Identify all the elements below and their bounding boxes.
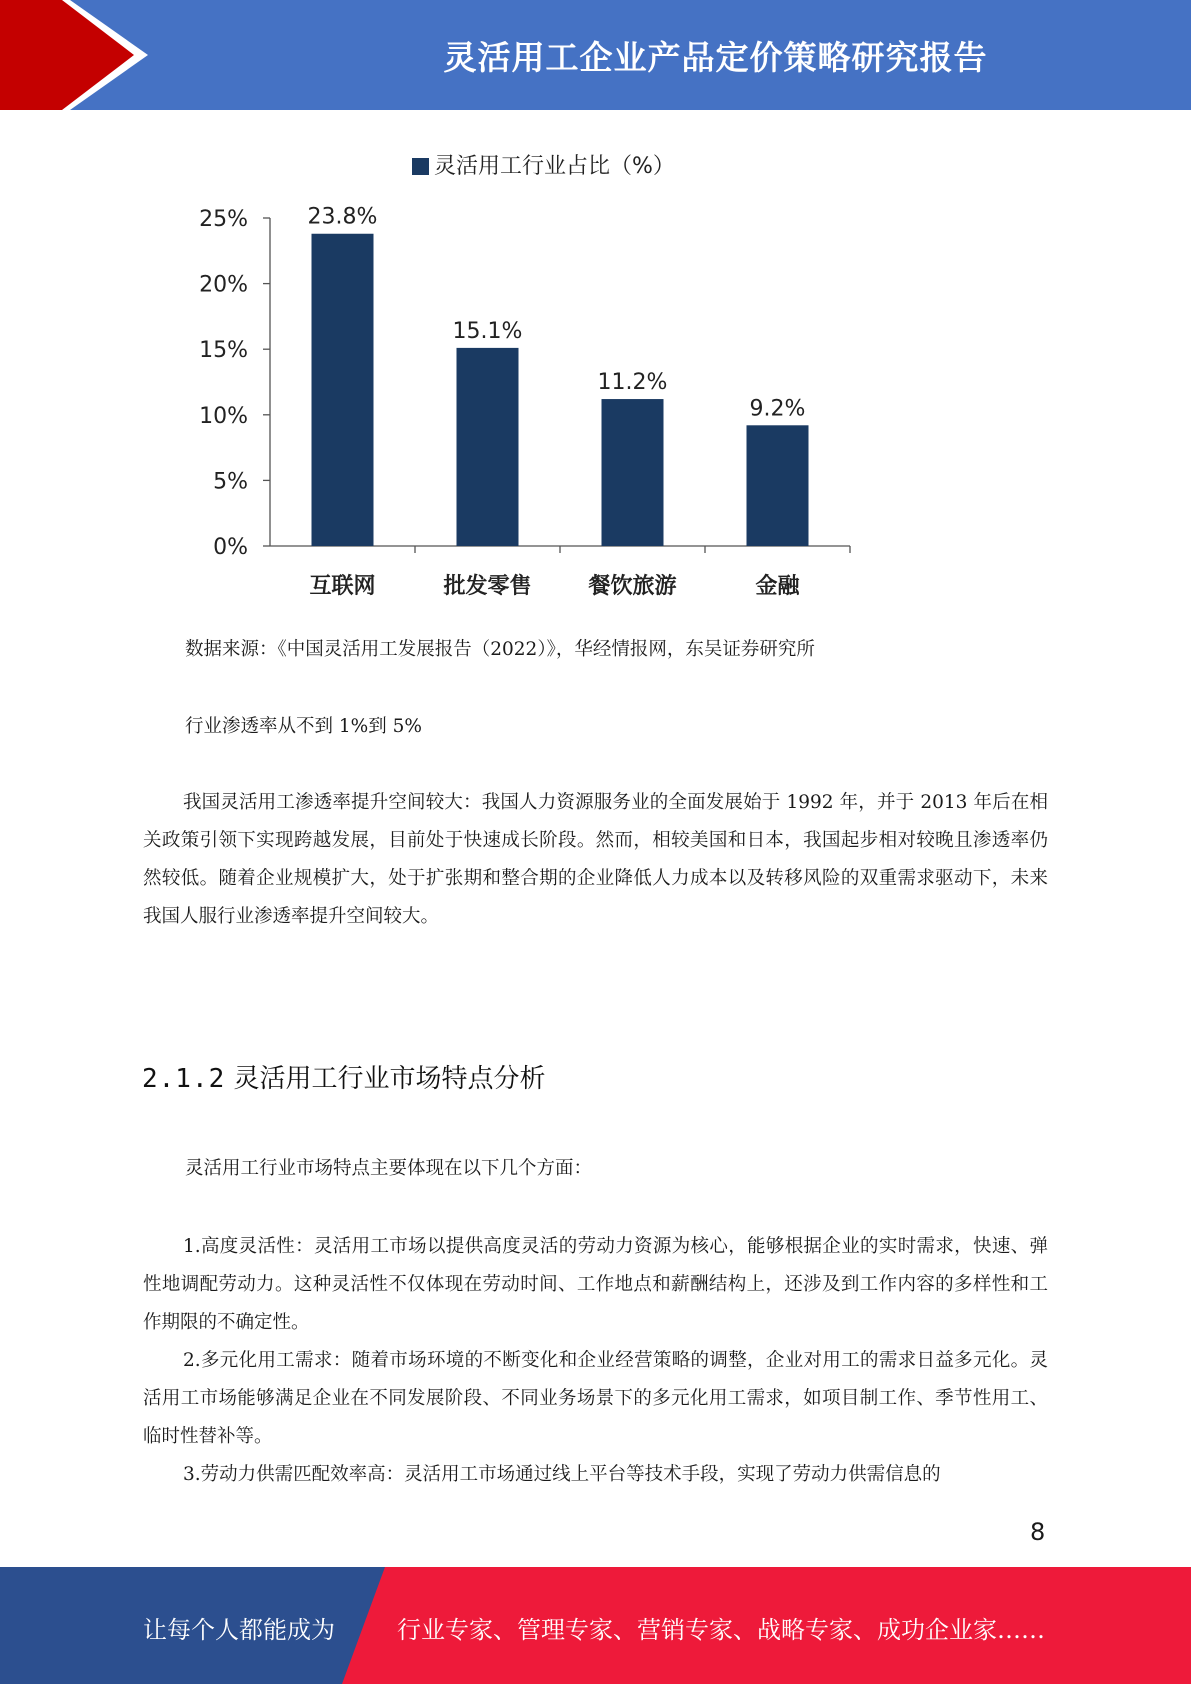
penetration-note: 行业渗透率从不到 1%到 5% — [185, 716, 422, 737]
footer-slogan-right: 行业专家、管理专家、营销专家、战略专家、成功企业家…… — [397, 1616, 1045, 1644]
x-category-label: 批发零售 — [443, 574, 532, 599]
page-number: 8 — [1030, 1518, 1046, 1546]
y-tick-label: 10% — [199, 403, 248, 429]
report-title: 灵活用工企业产品定价策略研究报告 — [443, 37, 988, 77]
page-header — [0, 0, 1191, 110]
paragraph-penetration: 我国灵活用工渗透率提升空间较大：我国人力资源服务业的全面发展始于 1992 年，并于 2013 年后在相关政策引领下实现跨越发展，目前处于快速成长阶段。然而，相较美国和日本，我国起步相对较晚且渗透率仍然较低。随着企业规模扩大，处于扩张期和整合期的企业降低人力成本以及转移风险的双重需求驱动下，未来我国人服行业渗透率提升空间较大。 — [143, 792, 1048, 927]
y-tick-label: 0% — [213, 535, 248, 560]
y-tick-label: 20% — [199, 272, 248, 298]
y-tick-label: 15% — [199, 338, 248, 364]
point-2: 2.多元化用工需求：随着市场环境的不断变化和企业经营策略的调整，企业对用工的需求日益多元化。灵活用工市场能够满足企业在不同发展阶段、不同业务场景下的多元化用工需求，如项目制工作、季节性用工、临时性替补等。 — [143, 1350, 1048, 1447]
section-title: 灵活用工行业市场特点分析 — [233, 1064, 546, 1094]
x-category-label: 餐饮旅游 — [588, 574, 677, 599]
bar — [602, 399, 664, 546]
y-tick-label: 5% — [213, 469, 248, 495]
bar — [457, 348, 519, 546]
industry-share-bar-chart — [150, 140, 870, 610]
chart-bars — [308, 205, 809, 599]
section-number: 2.1.2 — [142, 1064, 226, 1094]
y-tick-label: 25% — [199, 207, 248, 232]
footer-slogan-left: 让每个人都能成为 — [143, 1616, 335, 1644]
legend-swatch — [412, 158, 429, 175]
source-note: 数据来源：《中国灵活用工发展报告（2022）》，华经情报网，东吴证券研究所 — [185, 639, 815, 660]
bar-data-label: 9.2% — [749, 396, 806, 422]
section-intro: 灵活用工行业市场特点主要体现在以下几个方面： — [185, 1158, 593, 1179]
x-category-label: 互联网 — [309, 574, 376, 599]
legend-label: 灵活用工行业占比（%） — [434, 154, 675, 179]
bar — [312, 234, 374, 546]
section-heading — [142, 1058, 546, 1095]
bar-data-label: 23.8% — [307, 204, 378, 230]
bar — [747, 425, 809, 546]
chart-legend — [412, 154, 675, 179]
point-3: 3.劳动力供需匹配效率高：灵活用工市场通过线上平台等技术手段，实现了劳动力供需信息的 — [183, 1464, 941, 1485]
x-category-label: 金融 — [755, 574, 800, 599]
bar-data-label: 11.2% — [597, 370, 668, 396]
point-1: 1.高度灵活性：灵活用工市场以提供高度灵活的劳动力资源为核心，能够根据企业的实时需求，快速、弹性地调配劳动力。这种灵活性不仅体现在劳动时间、工作地点和薪酬结构上，还涉及到工作内容的多样性和工作期限的不确定性。 — [143, 1236, 1048, 1333]
bar-data-label: 15.1% — [452, 318, 523, 344]
